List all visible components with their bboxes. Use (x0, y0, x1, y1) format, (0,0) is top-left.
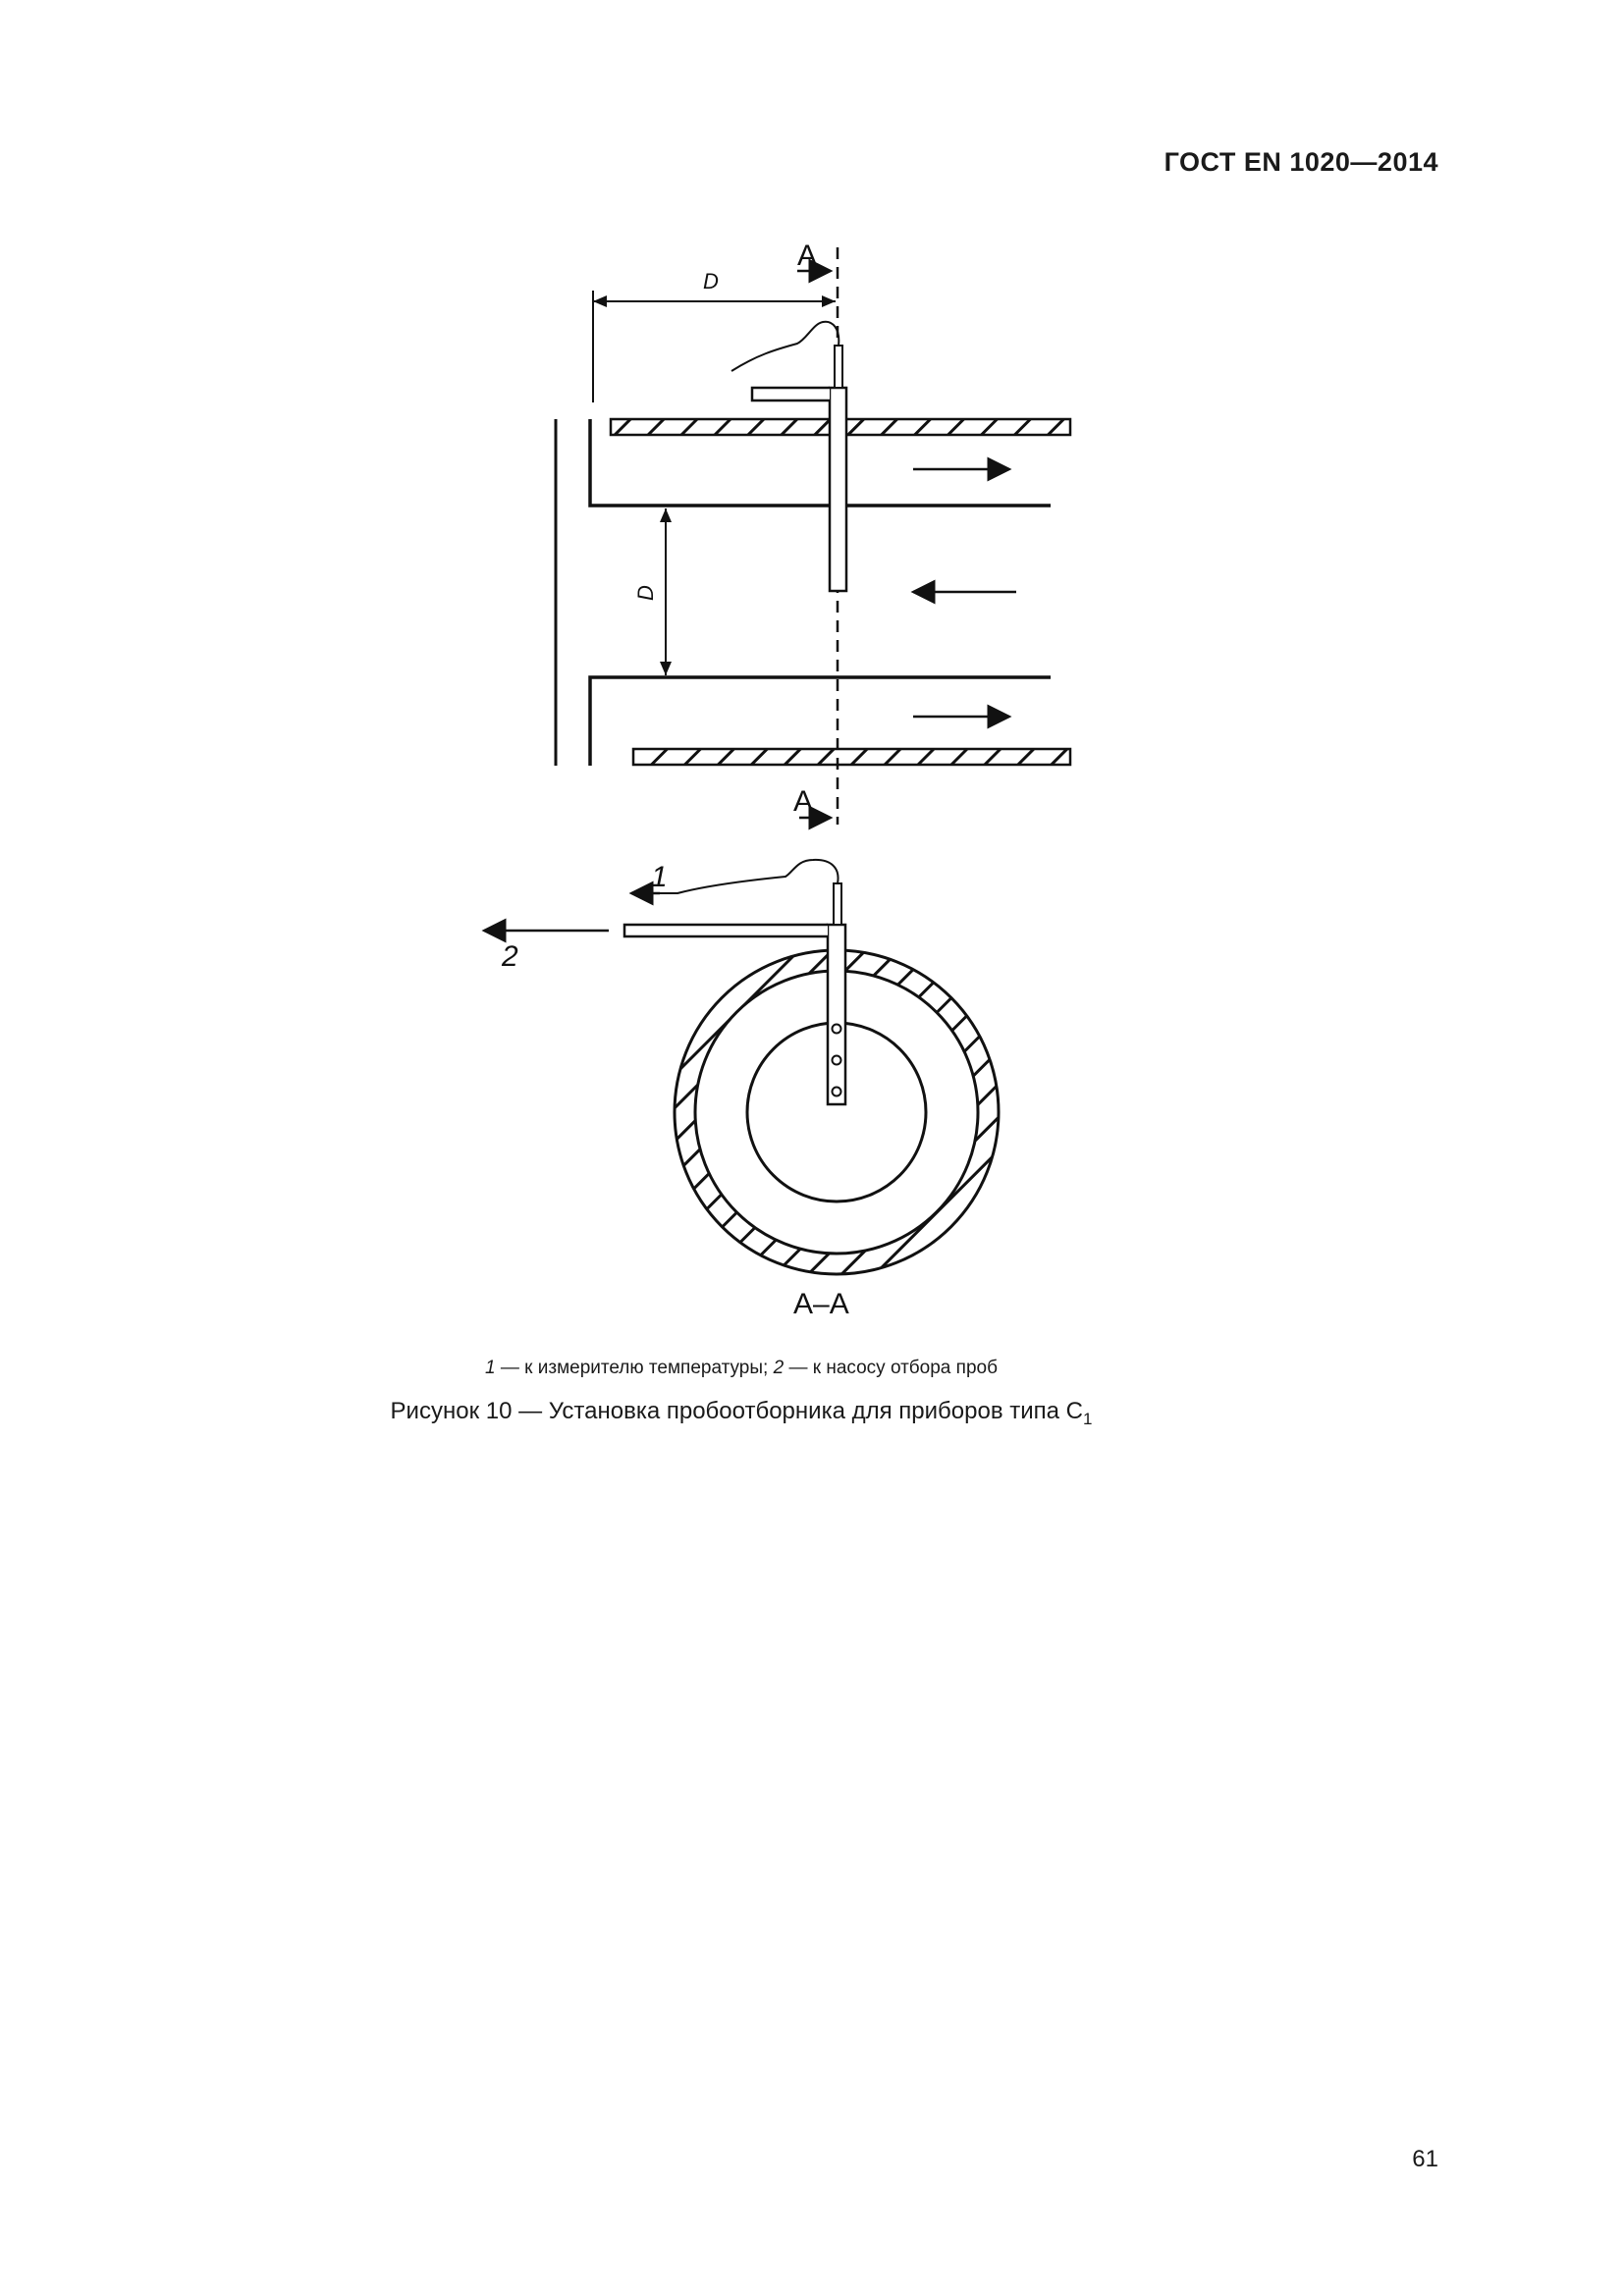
sampling-hole (833, 1025, 841, 1034)
legend-item-2-text: — к насосу отбора проб (784, 1358, 998, 1378)
dim-d-horizontal-label: D (703, 269, 719, 294)
thermocouple-wire-section (638, 860, 839, 893)
callout-2-label: 2 (502, 940, 518, 973)
section-marker-bottom-label: A (793, 785, 814, 818)
callout-1-label: 1 (651, 861, 668, 893)
document-header: ГОСТ EN 1020—2014 (1164, 147, 1438, 177)
dim-d-vertical-label: D (633, 585, 658, 601)
caption-subscript: 1 (1082, 1410, 1093, 1428)
lower-hatched-wall (633, 749, 1070, 765)
section-title: A–A (793, 1288, 849, 1320)
probe-tube (830, 388, 846, 591)
side-view (556, 240, 1070, 825)
sampling-hole (833, 1056, 841, 1065)
probe-tube-section (828, 925, 845, 1104)
probe-elbow (752, 388, 830, 400)
legend-item-2-number: 2 (773, 1358, 785, 1378)
section-marker-top-label: A (797, 240, 818, 272)
legend-item-1-text: — к измерителю температуры; (495, 1358, 774, 1378)
figure-legend (324, 1358, 1159, 1379)
legend-item-1-number: 1 (485, 1358, 496, 1378)
section-view (484, 860, 999, 1320)
probe-elbow-section (624, 925, 828, 936)
sampling-hole (833, 1088, 841, 1096)
figure-caption (324, 1398, 1159, 1429)
caption-text: Рисунок 10 — Установка пробоотборника для приборов типа C (390, 1398, 1083, 1424)
thermocouple-stem (835, 346, 842, 388)
thermocouple-stem-section (834, 883, 841, 925)
thermocouple-wire (731, 322, 839, 371)
page-number: 61 (1412, 2146, 1438, 2172)
